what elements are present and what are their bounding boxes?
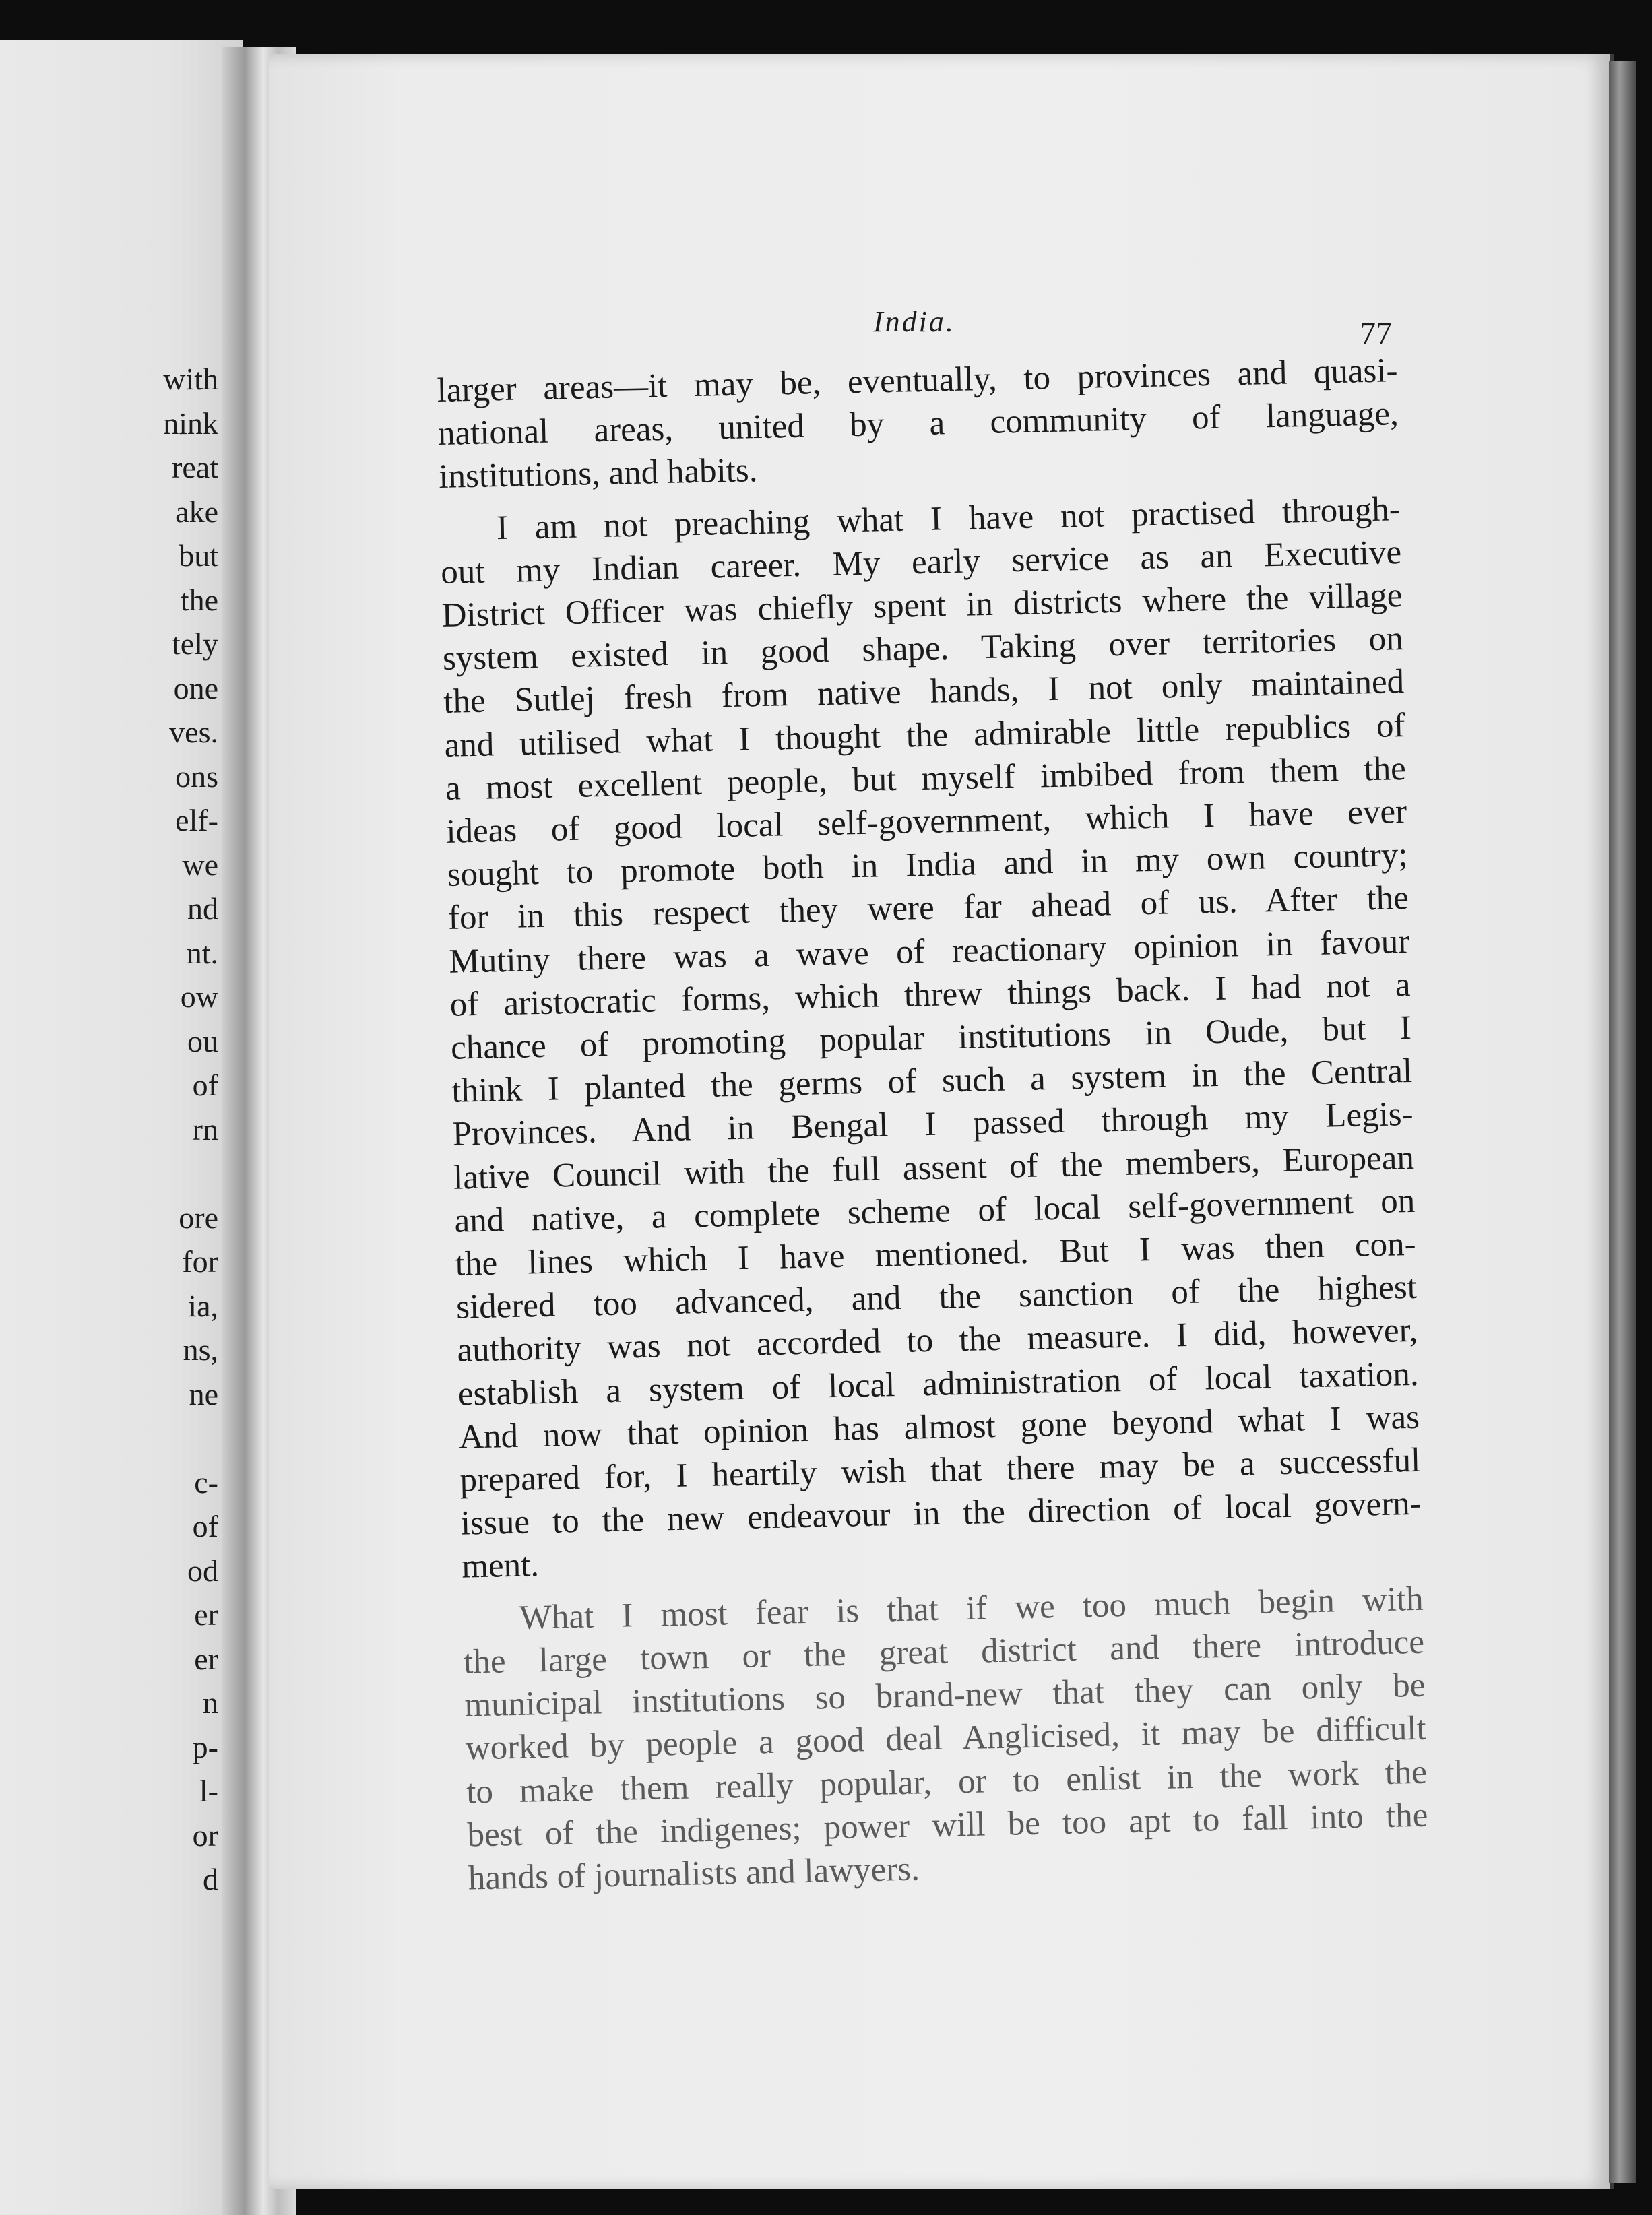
text-line: I am not preaching what I have not practised through- — [496, 490, 1401, 547]
text-line: and native, a complete scheme of local self-government on — [453, 1182, 1416, 1240]
left-page-fragment: one — [173, 670, 218, 705]
left-page-fragment: ow — [180, 980, 218, 1014]
left-page-fragment: nt. — [186, 935, 218, 970]
left-page-fragment: ns, — [183, 1333, 218, 1367]
text-line: the large town or the great district and there introduce — [463, 1623, 1425, 1681]
left-page-fragment: p- — [192, 1729, 218, 1764]
text-line: hands of journalists and lawyers. — [468, 1850, 920, 1898]
text-line: for in this respect they were far ahead of us. After the — [447, 879, 1409, 938]
left-page-fragment: n — [203, 1686, 218, 1720]
paragraph — [437, 349, 1400, 499]
text-line: issue to the new endeavour in the direction of local govern- — [460, 1485, 1422, 1543]
text-line: District Officer was chiefly spent in districts where the village — [441, 577, 1403, 635]
left-page-fragment: ore — [179, 1200, 218, 1235]
left-page-fragment: we — [182, 847, 218, 882]
text-line: of aristocratic forms, which threw things back. I had not a — [449, 965, 1411, 1024]
left-page-fragment: of — [192, 1509, 218, 1543]
left-page-fragment: er — [194, 1597, 218, 1632]
text-line: larger areas—it may be, eventually, to provinces and quasi- — [437, 352, 1398, 410]
running-header: India. — [873, 305, 955, 338]
left-page-fragment: d — [203, 1862, 218, 1896]
left-page-fragment: ne — [189, 1376, 218, 1411]
text-line: to make them really popular, or to enlist in the work the — [466, 1753, 1428, 1811]
left-page-fragment: but — [179, 538, 218, 573]
left-page-fragment: nink — [163, 406, 218, 441]
left-page-fragment: with — [163, 362, 218, 396]
left-page-fragment: ia, — [188, 1288, 218, 1323]
text-line: What I most fear is that if we too much begin with — [519, 1580, 1424, 1637]
left-page-fragment: or — [192, 1818, 218, 1853]
text-line: sidered too advanced, and the sanction of the highest — [455, 1269, 1418, 1326]
text-line: and utilised what I thought the admirable little republics of — [444, 706, 1405, 765]
text-line: ment. — [461, 1546, 540, 1586]
text-line: the Sutlej fresh from native hands, I not only maintained — [443, 663, 1405, 721]
text-line: establish a system of local administration of local taxation. — [457, 1355, 1420, 1413]
text-line: ideas of good local self-government, which I have ever — [445, 793, 1407, 851]
text-line: think I planted the germs of such a system in the Central — [451, 1052, 1413, 1111]
text-line: sought to promote both in India and in my own country; — [447, 836, 1409, 895]
left-page-fragment: od — [187, 1553, 218, 1588]
left-page-fragment: ake — [175, 494, 218, 529]
left-page-fragment: rn — [192, 1112, 218, 1147]
left-page-fragment: ves. — [169, 715, 218, 749]
text-line: Provinces. And in Bengal I passed through my Legis- — [452, 1095, 1414, 1154]
text-line: And now that opinion has almost gone beyond what I was — [458, 1398, 1420, 1456]
text-line: out my Indian career. My early service as an Executive — [440, 533, 1402, 591]
left-page-fragment: c- — [194, 1465, 218, 1500]
page-edge — [1609, 61, 1636, 2183]
left-page — [0, 40, 243, 2215]
text-line: worked by people a good deal Anglicised, it may be difficult — [465, 1709, 1427, 1768]
text-line: best of the indigenes; power will be too apt to fall into the — [466, 1796, 1428, 1855]
text-line: authority was not accorded to the measure. I did, however, — [456, 1312, 1418, 1370]
left-page-fragment: ou — [187, 1023, 218, 1058]
left-page-fragment: er — [194, 1641, 218, 1676]
left-page-fragment: elf- — [175, 803, 218, 837]
text-line: a most excellent people, but myself imbibed from them the — [445, 749, 1407, 808]
left-page-fragment: nd — [187, 891, 218, 926]
left-page-fragment: tely — [172, 627, 218, 661]
text-line: Mutiny there was a wave of reactionary opinion in favour — [448, 922, 1410, 981]
left-page-fragment: of — [192, 1068, 218, 1102]
left-page-fragment: ons — [175, 759, 218, 794]
paragraph — [439, 488, 1422, 1589]
text-line: chance of promoting popular institutions in Oude, but I — [450, 1008, 1412, 1067]
left-page-fragment: the — [180, 582, 218, 617]
paragraph — [462, 1577, 1429, 1900]
left-page-fragment: l- — [199, 1774, 218, 1808]
page-number: 77 — [1360, 316, 1392, 352]
text-line: system existed in good shape. Taking over territories on — [442, 620, 1404, 678]
body-text — [437, 349, 1430, 1908]
text-line: prepared for, I heartily wish that there may be a successful — [459, 1441, 1421, 1500]
text-line: lative Council with the full assent of the members, European — [453, 1138, 1415, 1197]
text-line: institutions, and habits. — [438, 451, 759, 496]
text-line: municipal institutions so brand-new that they can only be — [464, 1666, 1426, 1725]
left-page-fragment: reat — [172, 450, 218, 484]
left-page-fragment: for — [182, 1244, 218, 1279]
text-line: national areas, united by a community of language, — [437, 395, 1399, 453]
text-line: the lines which I have mentioned. But I was then con- — [455, 1225, 1417, 1283]
